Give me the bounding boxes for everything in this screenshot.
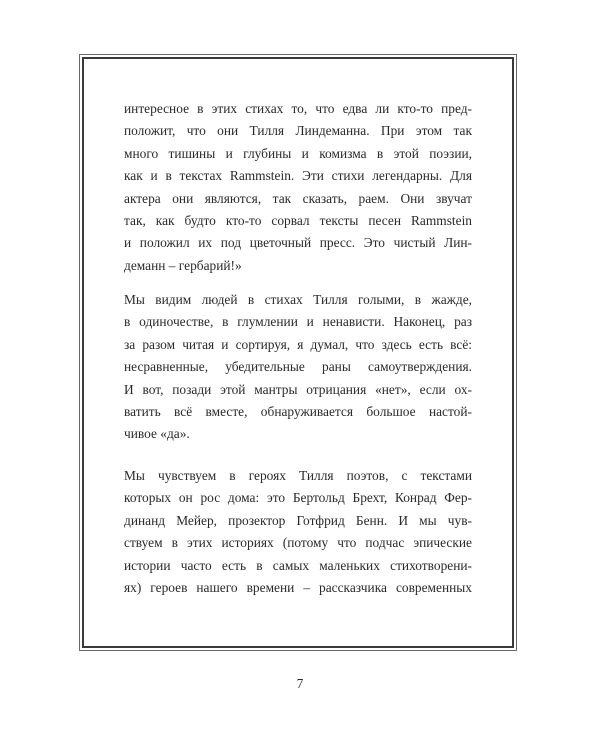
text-line: Мы чувствуем в героях Тилля поэтов, с текстами xyxy=(124,468,472,483)
text-line: ях) героев нашего времени – рассказчика современных xyxy=(124,579,472,595)
text-line: Мы видим людей в стихах Тилля голыми, в жажде, xyxy=(124,292,472,307)
text-line: которых он рос дома: это Бертольд Брехт, Конрад Фер- xyxy=(124,490,472,506)
text-line: динанд Мейер, прозектор Готфрид Бенн. И мы чув- xyxy=(124,512,472,528)
text-line: деманн – гербарий!» xyxy=(124,257,242,273)
text-line: несравненные, убедительные раны самоутверждения. xyxy=(124,359,472,375)
text-line: ствуем в этих историях (потому что подчас эпические xyxy=(124,535,472,551)
paragraph-3 xyxy=(124,465,472,599)
paragraph-1 xyxy=(124,98,472,277)
text-line: и положил их под цветочный пресс. Это чистый Лин- xyxy=(124,235,472,251)
text-line: так, как будто кто-то сорвал тексты песен Rammstein xyxy=(124,212,472,228)
text-line: ватить всё вместе, обнаруживается большое настой- xyxy=(124,403,472,419)
text-line: интересное в этих стихах то, что едва ли кто-то пред- xyxy=(124,101,472,116)
text-line: как и в текстах Rammstein. Эти стихи легендарны. Для xyxy=(124,168,472,184)
text-line: положит, что они Тилля Линдеманна. При этом так xyxy=(124,123,472,139)
text-line: за разом читая и сортируя, я думал, что здесь есть всё: xyxy=(124,336,472,352)
paragraph-2 xyxy=(124,289,472,446)
text-line: актера они являются, так сказать, раем. Они звучат xyxy=(124,190,472,206)
text-line: в одиночестве, в глумлении и ненависти. Наконец, раз xyxy=(124,314,472,330)
text-line: чивое «да». xyxy=(124,426,190,442)
text-line: истории часто есть в самых маленьких стихотворени- xyxy=(124,557,472,573)
text-line: И вот, позади этой мантры отрицания «нет», если ох- xyxy=(124,381,472,397)
text-line: много тишины и глубины и комизма в этой поэзии, xyxy=(124,145,472,161)
page-number: 7 xyxy=(296,676,304,691)
